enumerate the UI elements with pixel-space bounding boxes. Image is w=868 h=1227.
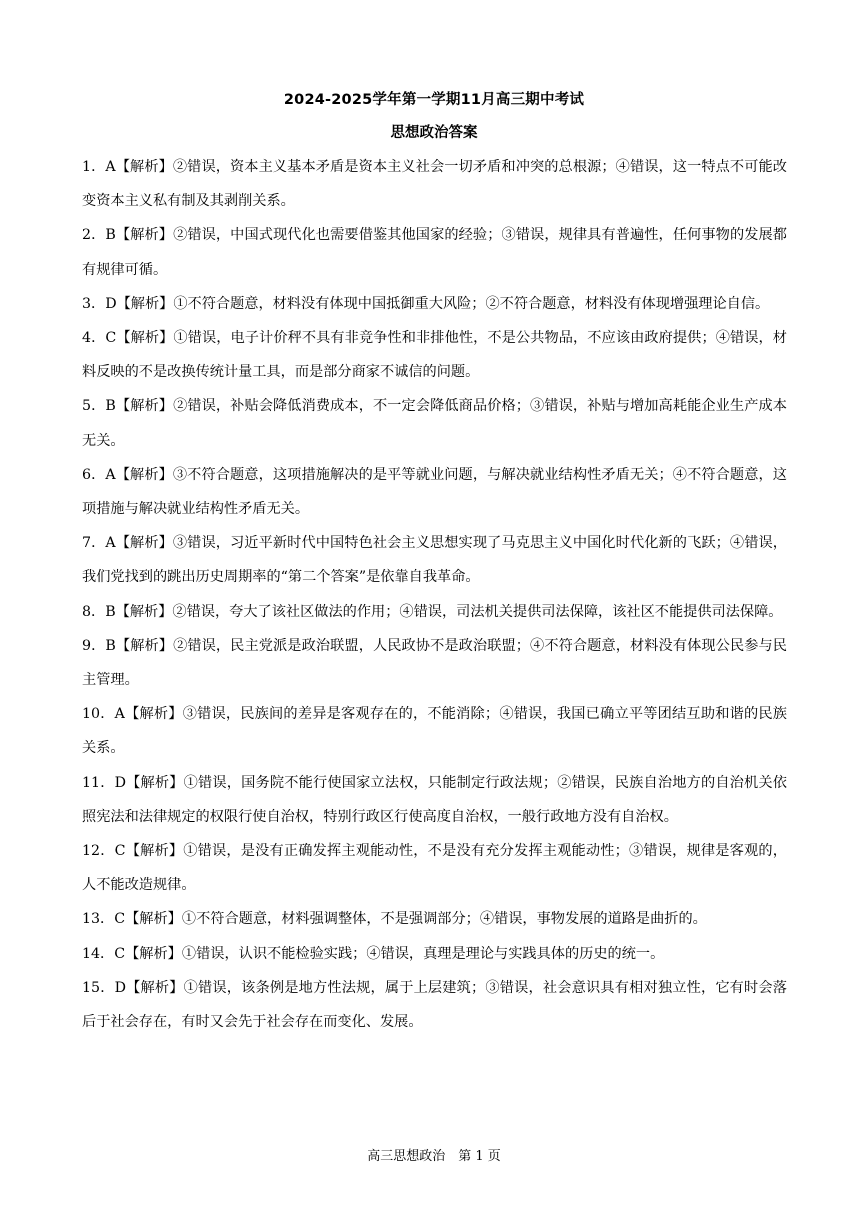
answer-list [82,150,787,1039]
answer-explanation: ①不符合题意，材料没有体现中国抵御重大风险；②不符合题意，材料没有体现增强理论自信。 [173,295,770,312]
analysis-tag: 【解析】 [115,603,173,620]
answer-item [82,971,787,1039]
analysis-tag: 【解析】 [115,227,174,244]
analysis-tag: 【解析】 [125,945,182,962]
answer-number: 6． [82,466,106,483]
analysis-tag: 【解析】 [125,979,184,996]
answer-item [82,287,787,321]
page-footer: 高三思想政治 第 1 页 [367,1149,501,1164]
answer-number: 12． [82,843,115,860]
answer-number: 14． [82,945,115,962]
answer-letter: B [105,398,116,415]
answer-explanation: ②错误，补贴会降低消费成本，不一定会降低商品价格；③错误，补贴与增加高耗能企业生产成本无关。 [82,398,787,449]
analysis-tag: 【解析】 [116,330,174,347]
analysis-tag: 【解析】 [125,911,182,928]
answer-number: 9． [82,637,106,654]
analysis-tag: 【解析】 [125,843,184,860]
answer-letter: C [114,911,126,928]
answer-letter: B [105,603,116,620]
analysis-tag: 【解析】 [116,295,174,312]
answer-explanation: ③错误，民族间的差异是客观存在的，不能消除；④错误，我国已确立平等团结互助和谐的民族关系。 [82,706,787,757]
analysis-tag: 【解析】 [115,637,174,654]
answer-item [82,321,787,389]
answer-explanation: ①不符合题意，材料强调整体，不是强调部分；④错误，事物发展的道路是曲折的。 [181,911,707,928]
answer-number: 7． [82,535,106,552]
answer-number: 8． [82,603,106,620]
analysis-tag: 【解析】 [115,398,174,415]
answer-letter: D [105,295,117,312]
answer-letter: C [114,945,126,962]
answer-number: 13． [82,911,115,928]
analysis-tag: 【解析】 [125,774,184,791]
answer-number: 10． [82,706,115,723]
answer-explanation: ①错误，电子计价秤不具有非竞争性和非排他性，不是公共物品，不应该由政府提供；④错误，材料反映的不是改换传统计量工具，而是部分商家不诚信的问题。 [82,330,787,381]
answer-letter: B [105,227,116,244]
answer-item [82,937,787,971]
answer-explanation: ③不符合题意，这项措施解决的是平等就业问题，与解决就业结构性矛盾无关；④不符合题意，这项措施与解决就业结构性矛盾无关。 [82,466,787,518]
answer-item [82,458,787,526]
answer-explanation: ①错误，该条例是地方性法规，属于上层建筑；③错误，社会意识具有相对独立性，它有时会落后于社会存在，有时又会先于社会存在而变化、发展。 [82,979,787,1031]
answer-number: 5． [82,398,106,415]
answer-number: 2． [82,227,106,244]
answer-letter: D [114,774,126,791]
answer-letter: A [105,535,116,552]
answer-item [82,629,787,697]
answer-item [82,218,787,286]
answer-item [82,697,787,765]
answer-item [82,834,787,902]
page-subtitle: 思想政治答案 [390,125,478,141]
answer-letter: D [114,979,126,996]
answer-explanation: ②错误，夸大了该社区做法的作用；④错误，司法机关提供司法保障，该社区不能提供司法保障。 [172,603,783,620]
answer-letter: B [105,637,116,654]
answer-item [82,595,787,629]
answer-number: 11． [82,774,115,791]
answer-number: 1． [82,159,106,175]
analysis-tag: 【解析】 [115,466,173,483]
answer-number: 4． [82,330,106,347]
answer-letter: A [114,706,125,723]
answer-number: 3． [82,295,106,312]
answer-explanation: ②错误，资本主义基本矛盾是资本主义社会一切矛盾和冲突的总根源；④错误，这一特点不可能改变资本主义私有制及其剥削关系。 [82,159,787,210]
answer-explanation: ②错误，中国式现代化也需要借鉴其他国家的经验；③错误，规律具有普遍性，任何事物的发展都有规律可循。 [82,227,787,278]
answer-item [82,150,787,218]
answer-letter: A [105,159,116,175]
answer-item [82,526,787,594]
answer-explanation: ①错误，国务院不能行使国家立法权，只能制定行政法规；②错误，民族自治地方的自治机关依照宪法和法律规定的权限行使自治权，特别行政区行使高度自治权，一般行政地方没有自治权。 [82,774,787,825]
analysis-tag: 【解析】 [115,535,173,552]
answer-letter: C [114,843,126,860]
analysis-tag: 【解析】 [115,159,173,175]
answer-explanation: ①错误，是没有正确发挥主观能动性，不是没有充分发挥主观能动性；③错误，规律是客观的，人不能改造规律。 [82,843,787,894]
page-title: 2024-2025学年第一学期11月高三期中考试 [283,92,585,108]
answer-explanation: ③错误，习近平新时代中国特色社会主义思想实现了马克思主义中国化时代化新的飞跃；④错误，我们党找到的跳出历史周期率的“第二个答案”是依靠自我革命。 [82,535,787,586]
answer-item [82,766,787,834]
answer-item [82,389,787,457]
answer-explanation: ②错误，民主党派是政治联盟，人民政协不是政治联盟；④不符合题意，材料没有体现公民参与民主管理。 [82,637,787,689]
answer-number: 15． [82,979,115,996]
answer-letter: A [105,466,116,483]
answer-explanation: ①错误，认识不能检验实践；④错误，真理是理论与实践具体的历史的统一。 [181,945,665,962]
analysis-tag: 【解析】 [124,706,183,723]
answer-letter: C [105,330,117,347]
answer-item [82,902,787,936]
